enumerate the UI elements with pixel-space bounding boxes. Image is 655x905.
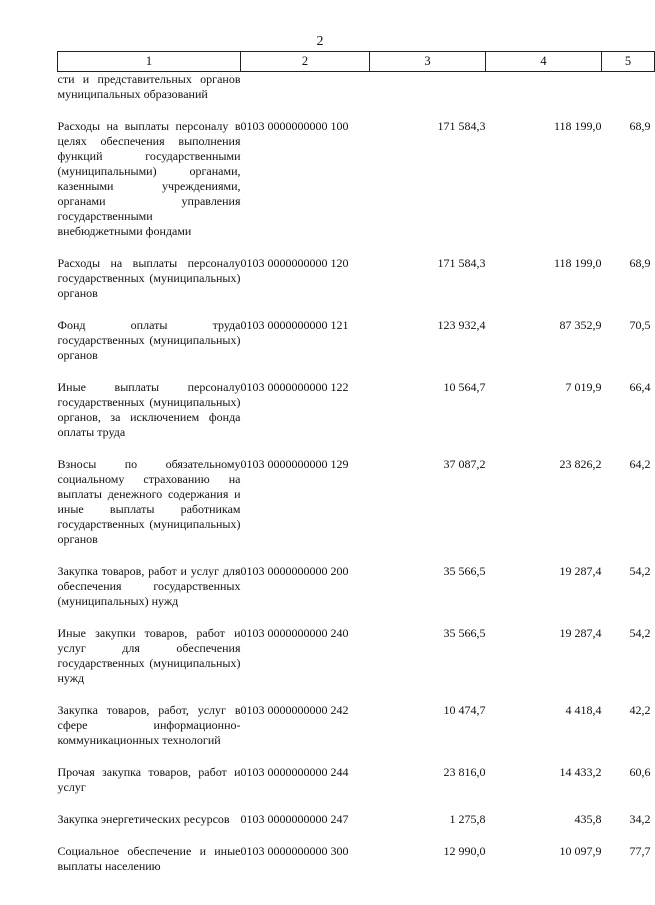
row-value-col4: 118 199,0: [553, 119, 602, 133]
row-name-cell: Прочая закупка товаров, работ и услуг: [57, 765, 241, 794]
row-spacer: [58, 748, 655, 765]
row-value-col5: 68,9: [629, 256, 651, 270]
row-value-col3: 23 816,0: [443, 765, 486, 779]
row-value-col4: 118 199,0: [553, 256, 602, 270]
row-value-col4: 435,8: [574, 812, 602, 826]
row-value-col4: 7 019,9: [565, 380, 602, 394]
row-value-col3: 123 932,4: [437, 318, 486, 332]
row-name-cell: Закупка товаров, работ, услуг в сфере информационно-коммуникационных технологий: [57, 703, 241, 747]
row-value-col3: 35 566,5: [443, 626, 486, 640]
row-value-col4: 19 287,4: [559, 564, 602, 578]
row-spacer: [58, 440, 655, 457]
row-code-cell: 0103 0000000000 247: [240, 812, 349, 826]
table-body: [58, 72, 655, 875]
table-row: [58, 844, 655, 874]
table-header-row: [58, 52, 655, 72]
row-code-cell: 0103 0000000000 300: [240, 844, 349, 858]
row-value-col4: 14 433,2: [559, 765, 602, 779]
row-value-col3: 37 087,2: [443, 457, 486, 471]
row-code-cell: 0103 0000000000 244: [240, 765, 349, 779]
row-code-cell: 0103 0000000000 122: [240, 380, 349, 394]
column-header-3: 3: [370, 52, 486, 72]
row-name-cell: Расходы на выплаты персоналу в целях обеспечения выполнения функций государственными (муниципальными) органами, казенными учреждениями, органами управления государственными внебюджетными фондами: [57, 119, 241, 238]
row-name-cell: Иные выплаты персоналу государственных (муниципальных) органов, за исключением фонда оплаты труда: [57, 380, 241, 439]
row-name-cell: Закупка энергетических ресурсов: [57, 812, 230, 826]
row-value-col5: 60,6: [629, 765, 651, 779]
row-value-col4: 4 418,4: [565, 703, 602, 717]
column-header-5: 5: [602, 52, 655, 72]
row-code-cell: [241, 72, 370, 103]
row-value-col3: 35 566,5: [443, 564, 486, 578]
table-row: [58, 703, 655, 748]
row-value-col5: 70,5: [629, 318, 651, 332]
table-row: [58, 380, 655, 440]
row-name-cell: Взносы по обязательному социальному страхованию на выплаты денежного содержания и иные выплаты работникам государственных (муниципальных) органов: [57, 457, 241, 546]
row-code-cell: 0103 0000000000 200: [240, 564, 349, 578]
row-value-col5: 68,9: [629, 119, 651, 133]
row-name-cell: Закупка товаров, работ и услуг для обеспечения государственных (муниципальных) нужд: [57, 564, 241, 608]
row-spacer: [58, 686, 655, 703]
budget-table: [57, 51, 655, 874]
table-row: [58, 318, 655, 363]
column-header-4: 4: [486, 52, 602, 72]
row-value-col3: 10 564,7: [443, 380, 486, 394]
row-value-col5: 54,2: [629, 564, 651, 578]
row-value-col3: 12 990,0: [443, 844, 486, 858]
column-header-2: 2: [241, 52, 370, 72]
row-spacer: [58, 301, 655, 318]
row-code-cell: 0103 0000000000 120: [240, 256, 349, 270]
row-spacer: [58, 609, 655, 626]
row-value-col5: 34,2: [629, 812, 651, 826]
row-value-col5: 54,2: [629, 626, 651, 640]
row-value-col4: 87 352,9: [559, 318, 602, 332]
page-number: 2: [316, 34, 324, 49]
table-row: [58, 564, 655, 609]
table-row: [58, 812, 655, 827]
row-value-col5: [602, 72, 655, 103]
row-value-col3: 10 474,7: [443, 703, 486, 717]
row-code-cell: 0103 0000000000 121: [240, 318, 349, 332]
row-value-col5: 77,7: [629, 844, 651, 858]
row-name-cell: сти и представительных органов муниципальных образований: [57, 72, 241, 101]
row-name-cell: Иные закупки товаров, работ и услуг для обеспечения государственных (муниципальных) нужд: [57, 626, 241, 685]
row-code-cell: 0103 0000000000 129: [240, 457, 349, 471]
row-spacer: [58, 827, 655, 844]
row-spacer: [58, 547, 655, 564]
row-value-col5: 64,2: [629, 457, 651, 471]
row-code-cell: 0103 0000000000 100: [240, 119, 349, 133]
row-value-col4: 23 826,2: [559, 457, 602, 471]
row-value-col4: 19 287,4: [559, 626, 602, 640]
row-value-col3: 171 584,3: [437, 256, 486, 270]
row-spacer: [58, 239, 655, 256]
row-value-col3: 1 275,8: [449, 812, 486, 826]
table-row: [58, 256, 655, 301]
table-row: [58, 765, 655, 795]
table-row: [58, 457, 655, 547]
row-spacer: [58, 102, 655, 119]
table-row: [58, 72, 655, 103]
table-row: [58, 626, 655, 686]
row-name-cell: Фонд оплаты труда государственных (муниципальных) органов: [57, 318, 241, 362]
row-name-cell: Расходы на выплаты персоналу государственных (муниципальных) органов: [57, 256, 241, 300]
row-code-cell: 0103 0000000000 242: [240, 703, 349, 717]
row-spacer: [58, 363, 655, 380]
row-name-cell: Социальное обеспечение и иные выплаты населению: [57, 844, 241, 873]
row-value-col3: 171 584,3: [437, 119, 486, 133]
row-value-col5: 42,2: [629, 703, 651, 717]
row-spacer: [58, 795, 655, 812]
column-header-1: 1: [58, 52, 241, 72]
row-code-cell: 0103 0000000000 240: [240, 626, 349, 640]
row-value-col3: [370, 72, 486, 103]
table-row: [58, 119, 655, 239]
row-value-col4: [486, 72, 602, 103]
row-value-col5: 66,4: [629, 380, 651, 394]
row-value-col4: 10 097,9: [559, 844, 602, 858]
